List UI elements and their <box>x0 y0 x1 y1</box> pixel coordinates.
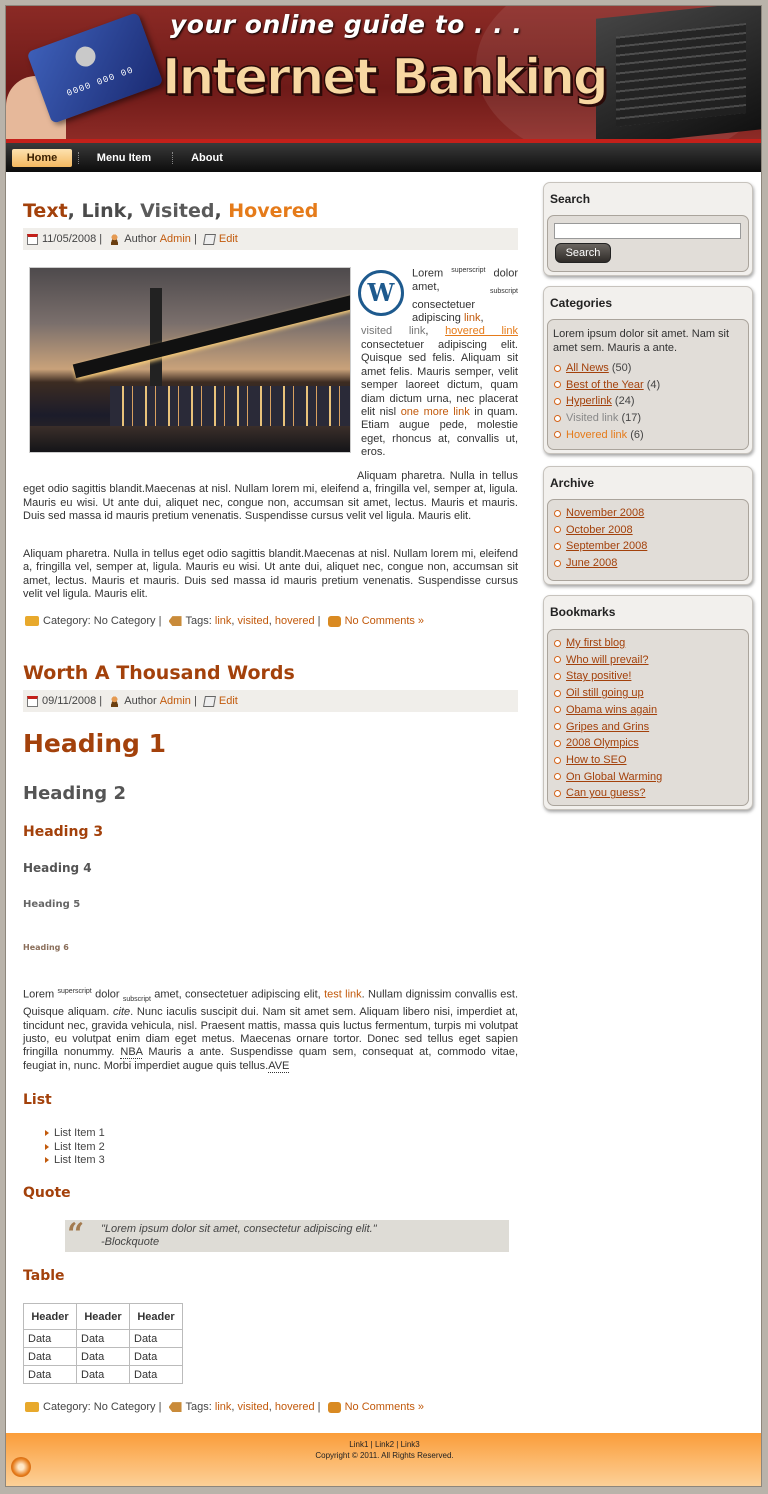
p1-head: Lorem $^{superscript}$ dolor amet, $_{subscript}$ consectetuer adipiscing link, <box>412 267 518 325</box>
site-footer <box>6 1433 762 1487</box>
categories-list <box>554 360 660 444</box>
search-input[interactable] <box>554 223 741 239</box>
category-count: (50) <box>611 362 632 374</box>
category-item[interactable] <box>554 360 660 377</box>
post-footer: Category: No Category | Tags: link, visited, hovered | No Comments » <box>23 610 518 632</box>
category-link[interactable]: Best of the Year <box>566 378 644 391</box>
archive-link[interactable]: June 2008 <box>566 557 618 570</box>
list-item: List Item 2 <box>45 1141 105 1155</box>
tag-hovered[interactable]: hovered <box>274 615 315 627</box>
category-count: (6) <box>630 428 644 441</box>
footer-link-2[interactable]: Link2 <box>374 1440 395 1449</box>
post-meta: 09/11/2008 | Author Admin | Edit <box>23 690 518 712</box>
widget-title: Categories <box>550 296 613 310</box>
subscript: subscript <box>122 995 151 1003</box>
inline-link[interactable]: link <box>463 312 481 325</box>
categories-panel <box>547 319 749 450</box>
heading-2: Heading 2 <box>23 783 126 804</box>
bookmark-link[interactable]: Who will prevail? <box>566 653 649 666</box>
nav-menu-item[interactable]: Menu Item <box>96 152 152 164</box>
tag-visited[interactable]: visited <box>237 615 269 627</box>
archive-item[interactable] <box>554 555 647 572</box>
tag-link[interactable]: link <box>214 615 232 627</box>
edit-icon <box>203 696 216 707</box>
bookmark-item[interactable] <box>554 685 662 702</box>
category-item[interactable] <box>554 410 660 427</box>
hovered-link[interactable]: hovered link <box>445 325 518 338</box>
post-title-text[interactable]: Text <box>23 200 68 222</box>
table-row <box>24 1366 183 1384</box>
post-title-link[interactable]: Link <box>81 200 127 222</box>
search-widget <box>543 182 753 276</box>
river <box>30 426 351 452</box>
author-label: Author <box>124 695 157 708</box>
category-count: (24) <box>614 395 635 408</box>
comments-link[interactable]: No Comments » <box>344 615 425 627</box>
archive-panel <box>547 499 749 581</box>
abbr: NBA <box>120 1046 143 1059</box>
visited-link[interactable]: visited link <box>361 325 426 338</box>
cite: cite <box>113 1006 131 1019</box>
card-number: 0000 000 00 <box>65 65 136 99</box>
table-heading: Table <box>23 1268 65 1284</box>
one-more-link[interactable]: one more link <box>400 405 470 418</box>
blockquote <box>65 1217 509 1252</box>
subscript: subscript <box>489 288 518 296</box>
table-cell: Data <box>130 1348 183 1366</box>
rss-icon[interactable] <box>11 1457 31 1477</box>
comment-icon <box>328 1402 341 1413</box>
list-heading: List <box>23 1092 52 1108</box>
heading-5: Heading 5 <box>23 899 81 910</box>
category-link[interactable]: Hyperlink <box>566 395 612 408</box>
table-cell: Data <box>24 1348 77 1366</box>
bookmark-link[interactable]: Obama wins again <box>566 703 658 716</box>
archive-list <box>554 505 647 572</box>
category-item[interactable] <box>554 377 660 394</box>
post-paragraph-3: Aliquam pharetra. Nulla in tellus eget odio sagittis blandit.Maecenas at nisl. Nullam lorem mi, eleifend a, fringilla vel, semper at, ligula. Mauris eu wisi. Ut ante dui, aliquet nec, congue non, accumsan sit amet, lectus. Mauris et mauris. Duis sed massa id mauris pretium venenatis. Suspendisse cursus velit vel ligula. Mauris elit. <box>23 548 518 601</box>
tag-visited[interactable]: visited <box>237 1401 269 1413</box>
archive-link[interactable]: October 2008 <box>566 523 633 536</box>
post-meta: 11/05/2008 | Author Admin | Edit <box>23 228 518 250</box>
credit-card-image <box>27 12 164 124</box>
calendar-icon <box>27 234 38 245</box>
nav-separator <box>78 152 80 164</box>
bookmarks-panel <box>547 629 749 806</box>
quote-text: "Lorem ipsum dolor sit amet, consectetur adipiscing elit." <box>101 1223 377 1235</box>
bookmark-link[interactable]: My first blog <box>566 637 626 649</box>
superscript: superscript <box>451 267 486 274</box>
author-link[interactable]: Admin <box>159 233 191 245</box>
laptop-image <box>596 6 762 143</box>
bookmark-item[interactable] <box>554 752 662 769</box>
post-paragraph-2: Aliquam pharetra. Nulla in tellus eget odio sagittis blandit.Maecenas at nisl. Nullam lorem mi, eleifend a, fringilla vel, semper at, ligula. Mauris eu wisi. Ut ante dui, aliquet nec, congue non, accumsan sit amet, lectus. Mauris et mauris. Duis sed massa id mauris pretium venenatis. Suspendisse cursus velit vel ligula. Mauris elit. <box>23 470 518 523</box>
bookmark-link[interactable]: 2008 Olympics <box>566 737 639 750</box>
list-item: List Item 1 <box>45 1127 105 1141</box>
table-header-row <box>24 1304 183 1330</box>
post-footer: Category: No Category | Tags: link, visited, hovered | No Comments » <box>23 1396 518 1418</box>
post-date: 11/05/2008 <box>42 233 97 246</box>
archive-item[interactable] <box>554 505 647 522</box>
test-link[interactable]: test link <box>324 988 362 1001</box>
wordpress-logo-icon: W <box>358 270 404 316</box>
heading-4: Heading 4 <box>23 861 92 875</box>
category-count: (17) <box>621 412 642 425</box>
table-cell: Data <box>77 1366 130 1384</box>
category-value: No Category <box>93 1401 156 1414</box>
archive-widget <box>543 466 753 585</box>
folder-icon <box>25 616 39 626</box>
category-link[interactable]: All News <box>566 362 609 374</box>
comment-icon <box>328 616 341 627</box>
tag-icon <box>169 1402 182 1412</box>
quote-heading: Quote <box>23 1185 71 1201</box>
category-link[interactable]: Hovered link <box>566 428 628 441</box>
archive-link[interactable]: November 2008 <box>566 507 645 519</box>
bookmark-link[interactable]: Can you guess? <box>566 787 646 800</box>
quote-icon: “ <box>67 1217 85 1252</box>
bookmark-item[interactable] <box>554 769 662 786</box>
widget-title: Archive <box>550 476 595 490</box>
table-cell: Data <box>77 1348 130 1366</box>
site-tagline: your online guide to . . . <box>170 10 523 39</box>
nav-about[interactable]: About <box>191 152 223 164</box>
tag-hovered[interactable]: hovered <box>274 1401 315 1413</box>
bookmark-item[interactable] <box>554 735 662 752</box>
post-paragraph-1: Lorem $^{superscript}$ dolor amet, $_{subscript}$ consectetuer adipiscing link, visited link, hovered link consectetuer adipiscing elit. Quisque sed felis. Aliquam sit amet felis. Mauris semper, velit semper laoreet dictum, quam diam dictum urna, nec placerat elit nisl one more link in quam. Etiam augue pede, molestie eget, rhoncus at, convallis ut, eros. <box>361 264 518 460</box>
bookmark-link[interactable]: Oil still going up <box>566 687 644 700</box>
heading-1: Heading 1 <box>23 729 167 758</box>
superscript: superscript <box>57 988 92 995</box>
laptop-keyboard <box>616 23 746 127</box>
footer-link-1[interactable]: Link1 <box>349 1440 369 1449</box>
bridge-photo <box>29 267 351 453</box>
footer-links: Link1 | Link2 | Link3 <box>349 1440 420 1449</box>
post-title[interactable]: Worth A Thousand Words <box>23 662 295 684</box>
edit-link[interactable]: Edit <box>218 233 238 245</box>
site-header <box>6 6 762 143</box>
site-title[interactable]: Internet Banking <box>162 48 607 106</box>
table-cell: Data <box>24 1366 77 1384</box>
archive-item[interactable] <box>554 522 647 539</box>
folder-icon <box>25 1402 39 1412</box>
bookmarks-list <box>554 635 662 802</box>
bookmark-link[interactable]: Gripes and Grins <box>566 720 650 733</box>
author-label: Author <box>124 233 157 246</box>
search-panel <box>547 215 749 272</box>
footer-link-3[interactable]: Link3 <box>400 1440 420 1449</box>
user-icon <box>109 234 120 245</box>
edit-link[interactable]: Edit <box>218 695 238 707</box>
page <box>5 5 762 1487</box>
archive-link[interactable]: September 2008 <box>566 540 648 553</box>
bookmark-item[interactable] <box>554 702 662 719</box>
search-button[interactable]: Search <box>555 243 611 263</box>
heading-6: Heading 6 <box>23 943 69 952</box>
bullet-list <box>45 1127 105 1168</box>
bridge-deck <box>73 292 351 378</box>
data-table <box>23 1303 183 1384</box>
bookmark-item[interactable] <box>554 719 662 736</box>
bookmarks-widget <box>543 595 753 810</box>
bookmark-item[interactable] <box>554 635 662 652</box>
city-skyline <box>110 386 350 426</box>
widget-title: Bookmarks <box>550 605 616 619</box>
comments-link[interactable]: No Comments » <box>344 1401 425 1413</box>
post-title: Text, Link, Visited, Hovered <box>23 200 319 222</box>
post-date: 09/11/2008 <box>42 695 97 708</box>
table-row <box>24 1330 183 1348</box>
table-row <box>24 1348 183 1366</box>
table-cell: Data <box>130 1330 183 1348</box>
edit-icon <box>203 234 216 245</box>
table-cell: Data <box>77 1330 130 1348</box>
quote-author: -Blockquote <box>101 1236 160 1248</box>
categories-intro: Lorem ipsum dolor sit amet. Nam sit amet sem. Mauris a ante. <box>553 328 730 354</box>
bookmark-item[interactable] <box>554 652 662 669</box>
categories-widget <box>543 286 753 454</box>
post-title-visited[interactable]: Visited <box>140 200 215 222</box>
post-paragraph: Lorem $^{superscript}$ dolor $_{subscript}$ amet, consectetuer adipiscing elit, test link. Nullam dignissim convallis est. Quisque aliquam. cite. Nunc iaculis suscipit dui. Nam sit amet sem. Aliquam libero nisi, imperdiet at, tincidunt nec, gravida vehicula, nisl. Praesent mattis, massa quis luctus fermentum, turpis mi volutpat justo, eu volutpat enim diam eget metus. Maecenas ornare tortor. Donec sed tellus eget sapien fringilla nonummy. NBA Mauris a ante. Suspendisse quam sem, consequat at, commodo vitae, feugiat in, nunc. Morbi imperdiet augue quis tellus.AVE <box>23 988 519 1072</box>
bookmark-item[interactable] <box>554 668 662 685</box>
category-link[interactable]: Visited link <box>566 412 619 425</box>
tag-link[interactable]: link <box>214 1401 232 1413</box>
table-cell: Data <box>130 1366 183 1384</box>
bookmark-link[interactable]: Stay positive! <box>566 670 632 683</box>
list-item: List Item 3 <box>45 1154 105 1168</box>
category-value: No Category <box>93 615 156 628</box>
archive-item[interactable] <box>554 538 647 555</box>
bookmark-item[interactable] <box>554 785 662 802</box>
calendar-icon <box>27 696 38 707</box>
bookmark-link[interactable]: How to SEO <box>566 753 627 766</box>
widget-title: Search <box>550 192 591 206</box>
table-header: Header <box>24 1304 77 1330</box>
nav-separator <box>172 152 174 164</box>
tag-icon <box>169 616 182 626</box>
category-item[interactable] <box>554 393 660 410</box>
nav-home[interactable]: Home <box>12 149 72 167</box>
category-item[interactable] <box>554 427 660 444</box>
table-header: Header <box>130 1304 183 1330</box>
card-chip <box>73 44 99 70</box>
post-title-hovered[interactable]: Hovered <box>228 200 319 222</box>
table-header: Header <box>77 1304 130 1330</box>
user-icon <box>109 696 120 707</box>
heading-3: Heading 3 <box>23 824 104 840</box>
bookmark-link[interactable]: On Global Warming <box>566 770 663 783</box>
acronym: AVE <box>268 1059 290 1072</box>
author-link[interactable]: Admin <box>159 695 191 707</box>
category-count: (4) <box>646 378 661 391</box>
table-cell: Data <box>24 1330 77 1348</box>
main-nav <box>6 143 762 172</box>
copyright: Copyright © 2011. All Rights Reserved. <box>315 1451 454 1460</box>
